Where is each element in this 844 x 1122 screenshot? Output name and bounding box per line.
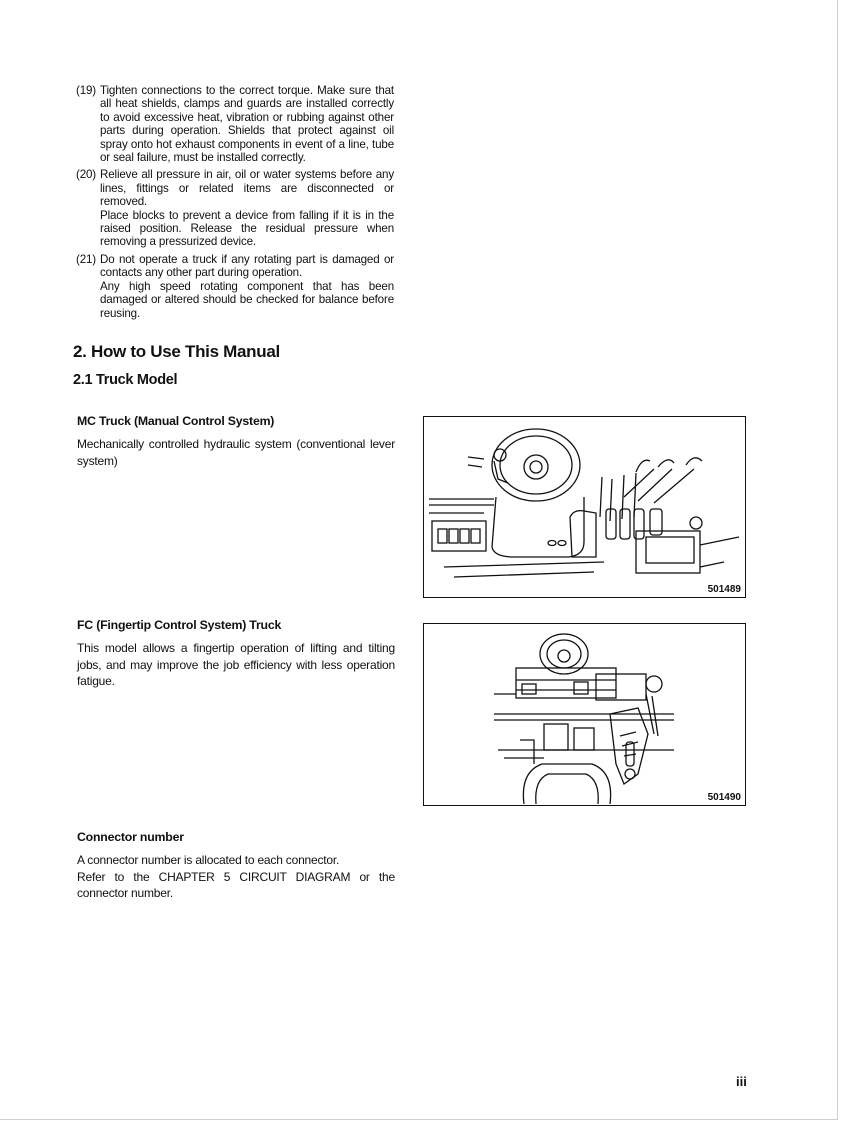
item-text: Tighten connections to the correct torque. Make sure that all heat shields, clamps and guards are installed correctly to avoid excessive heat, vibration or rubbing against other parts during operation. Shields that protect against oil spray onto hot exhaust components in event of a line, tube or seal failure, must be installed correctly. (100, 84, 394, 165)
fc-truck-heading: FC (Fingertip Control System) Truck (77, 618, 282, 632)
figure-code: 501490 (707, 792, 741, 803)
connector-heading: Connector number (77, 830, 184, 844)
figure-code: 501489 (707, 584, 741, 595)
list-item (76, 84, 394, 164)
connector-line-2: Refer to the CHAPTER 5 CIRCUIT DIAGRAM or the connector number. (77, 869, 395, 900)
fc-truck-figure (423, 623, 746, 806)
fc-cockpit-illustration (424, 624, 745, 805)
item-number: (19) (76, 84, 97, 97)
item-number: (21) (76, 252, 97, 266)
safety-items-list (76, 84, 394, 324)
connector-block (77, 830, 395, 902)
list-item (76, 253, 394, 320)
mc-truck-description: Mechanically controlled hydraulic system (conventional lever system) (77, 437, 395, 468)
fc-truck-description: This model allows a fingertip operation of lifting and tilting jobs, and may improve the job efficiency with less operation fatigue. (77, 641, 395, 688)
item-text: Relieve all pressure in air, oil or water systems before any lines, fittings or related items are disconnected or removed. (100, 168, 394, 209)
item-text: Any high speed rotating component that has been damaged or altered should be checked for balance before reusing. (100, 279, 394, 320)
page-number: iii (736, 1074, 747, 1089)
item-text: Place blocks to prevent a device from falling if it is in the raised position. Release the residual pressure when removing a pressurized device. (100, 208, 394, 249)
connector-line-1: A connector number is allocated to each connector. (77, 853, 340, 867)
item-number: (20) (76, 168, 97, 182)
section-heading: 2. How to Use This Manual (73, 342, 280, 361)
mc-truck-figure (423, 416, 746, 598)
list-item (76, 168, 394, 248)
subsection-heading: 2.1 Truck Model (73, 372, 178, 388)
fc-truck-block (77, 618, 395, 690)
mc-truck-block (77, 414, 395, 469)
mc-truck-heading: MC Truck (Manual Control System) (77, 414, 275, 428)
item-text: Do not operate a truck if any rotating part is damaged or contacts any other part during operation. (100, 252, 394, 280)
mc-cockpit-illustration (424, 417, 745, 597)
